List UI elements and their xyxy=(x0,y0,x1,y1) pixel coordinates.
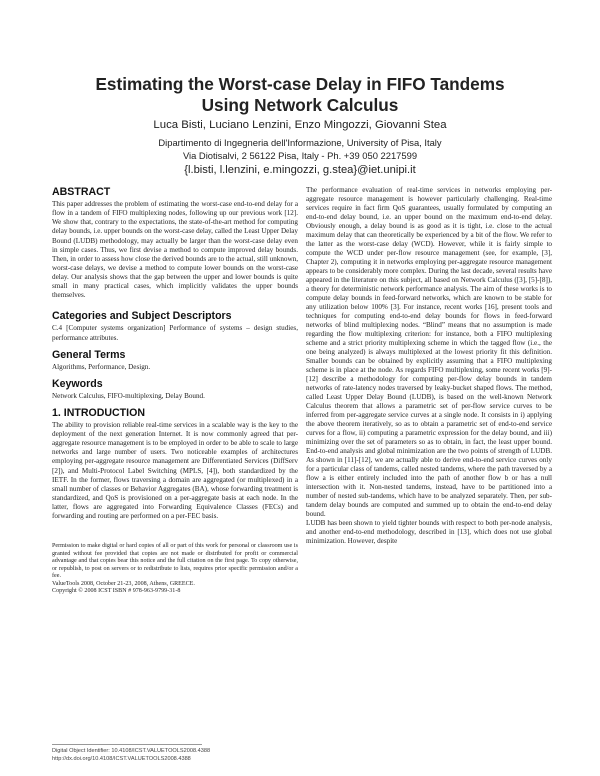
body-paragraph-1: The performance evaluation of real-time services in networks employing per-aggregate resource management is however particularly challenging. Real-time services require in fact firm QoS guarantees, usually formulated by computing an end-to-end delay bound, i.e. an upper bound on the maximum end-to-end delay. Obviously enough, a delay bound is as good as it is tight, i.e. close to the actual maximum delay that can theoretically be experienced by a bit of the flow. We refer to the latter as the worst-case delay (WCD). However, while it is fairly simple to compute the WCD under per-flow resource management (see, for example, [3], Chapter 2), computing it in networks employing per-aggregate resource management appears to be considerably more complex. During the last decade, several results have appeared in the literature on this subject, all based on Network Calculus ([3], [5]-[8]), a theory for deterministic network performance analysis. The aim of these works is to compute delay bounds in feed-forward networks, which are known to be stable for any utilization below 100% [3]. For instance, recent works [16], present tools and techniques for computing end-to-end delay bounds for flows in feed-forward networks of blind multiplexing nodes. “Blind” means that no assumption is made regarding the flow multiplexing criterion: for instance, both a FIFO multiplexing scheme and a strict priority multiplexing scheme in which the tagged flow (i.e., the one being analyzed) is always multiplexed at the lowest priority fit this definition. Smaller bounds can be obtained by explicitly assuming that a FIFO multiplexing scheme is in place at the node. As regards FIFO multiplexing, some recent works [9]-[12] describe a methodology for computing per-flow delay bounds in tandem networks of rate-latency nodes traversed by leaky-bucket shaped flows. The method, called Least Upper Delay Bound (LUDB), is based on the well-known Network Calculus theorem that allows a parametric set of per-flow service curves to be inferred from per-aggregate service curves at a single node. It consists in i) applying the above theorem iteratively, so as to obtain a parametric set of end-to-end service curves for a flow, ii) computing a parametric expression for the delay bound, and iii) minimizing over the set of parameters so as to obtain, in fact, the least upper bound. End-to-end analysis and global minimization are the two points of strength of LUDB. As shown in [11]-[12], we are actually able to derive end-to-end service curves only for a particular class of tandems, called nested tandems, where the path traversed by a flow a is either entirely included into the path of another flow b or has a null intersection with it. Non-nested tandems, instead, have to be partitioned into a number of nested sub-tandems, which have to be analyzed separately. Then, per sub-tandem delay bounds are computed and summed up to obtain the end-to-end delay bound. xyxy=(306,186,552,518)
categories-heading: Categories and Subject Descriptors xyxy=(52,310,232,323)
copyright-line: Copyright © 2008 ICST ISBN # 978-963-9799-31-8 xyxy=(52,588,181,595)
paper-title xyxy=(40,74,560,116)
keywords-heading: Keywords xyxy=(52,377,103,390)
body-paragraph-2: LUDB has been shown to yield tighter bounds with respect to both per-node analysis, and another end-to-end methodology, described in [13], which does not use global minimization. However, despite xyxy=(306,519,552,545)
permission-text: Permission to make digital or hard copies of all or part of this work for personal or classroom use is granted without fee provided that copies are not made or distributed for profit or commercial advantage and that copies bear this notice and the full citation on the first page. To copy otherwise, or republish, to post on servers or to redistribute to lists, requires prior specific permission and/or a fee. xyxy=(52,543,298,580)
author-emails: {l.bisti, l.lenzini, e.mingozzi, g.stea}@iet.unipi.it xyxy=(184,164,416,176)
introduction-text: The ability to provision reliable real-time services in a scalable way is the key to the deployment of the next generation Internet. It is now commonly agreed that per-aggregate resource management is to be employed in order to be able to scale to large networks and large number of users. Two noticeable examples of architectures employing per-aggregate resource management are Differentiated Services (DiffServ [2]), and Multi-Protocol Label Switching (MPLS, [4]), both standardized by the IETF. In the former, flows traversing a domain are aggregated (or multiplexed) in a small number of classes or Behavior Aggregates (BA), whose forwarding treatment is standardized, and QoS is provisioned on a per-aggregate basis at each node. In the latter, flows are aggregated into Forwarding Equivalence Classes (FECs) and forwarding and routing are performed on a per-FEC basis. xyxy=(52,420,298,521)
affiliation-department: Dipartimento di Ingegneria dell'Informazione, University of Pisa, Italy xyxy=(158,137,442,148)
doi-link[interactable]: http://dx.doi.org/10.4108/ICST.VALUETOOLS2008.4388 xyxy=(52,755,191,762)
title-line-1: Estimating the Worst-case Delay in FIFO Tandems xyxy=(95,74,505,94)
author-list: Luca Bisti, Luciano Lenzini, Enzo Mingozzi, Giovanni Stea xyxy=(153,119,447,131)
introduction-heading: 1. INTRODUCTION xyxy=(52,406,145,419)
categories-text: C.4 [Computer systems organization] Performance of systems – design studies, performance attributes. xyxy=(52,324,298,342)
permission-block xyxy=(52,543,298,596)
general-terms-heading: General Terms xyxy=(52,348,126,361)
abstract-heading: ABSTRACT xyxy=(52,186,111,198)
doi-footer xyxy=(52,748,210,763)
title-line-2: Using Network Calculus xyxy=(201,95,399,115)
doi-identifier: Digital Object Identifier: 10.4108/ICST.VALUETOOLS2008.4388 xyxy=(52,748,211,754)
keywords-text: Network Calculus, FIFO-multiplexing, Delay Bound. xyxy=(52,391,205,400)
general-terms-text: Algorithms, Performance, Design. xyxy=(52,362,151,371)
abstract-text: This paper addresses the problem of estimating the worst-case end-to-end delay for a flow in a tandem of FIFO multiplexing nodes, following up our previous work [12]. We show that, contrary to the expectations, the state-of-the-art method for computing delay bounds, i.e. upper bounds on the worst-case delay, called the Least Upper Delay Bound (LUDB) methodology, may actually be larger than the worst-case delay even in simple cases. Thus, we first devise a method to compute improved delay bounds. Then, in order to assess how close the derived bounds are to the actual, still unknown, worst-case delays, we devise a method to compute lower bounds on the worst-case delay. Our analysis shows that the gap between the upper and lower bounds is quite small in many practical cases, which implicitly validates the upper bounds themselves. xyxy=(52,200,299,300)
affiliation-address: Via Diotisalvi, 2 56122 Pisa, Italy - Ph. +39 050 2217599 xyxy=(182,150,418,161)
right-column xyxy=(306,186,552,546)
left-column xyxy=(52,186,298,596)
footer-divider xyxy=(52,744,202,745)
conference-line: ValueTools 2008, October 21-23, 2008, Athens, GREECE. xyxy=(52,580,195,587)
